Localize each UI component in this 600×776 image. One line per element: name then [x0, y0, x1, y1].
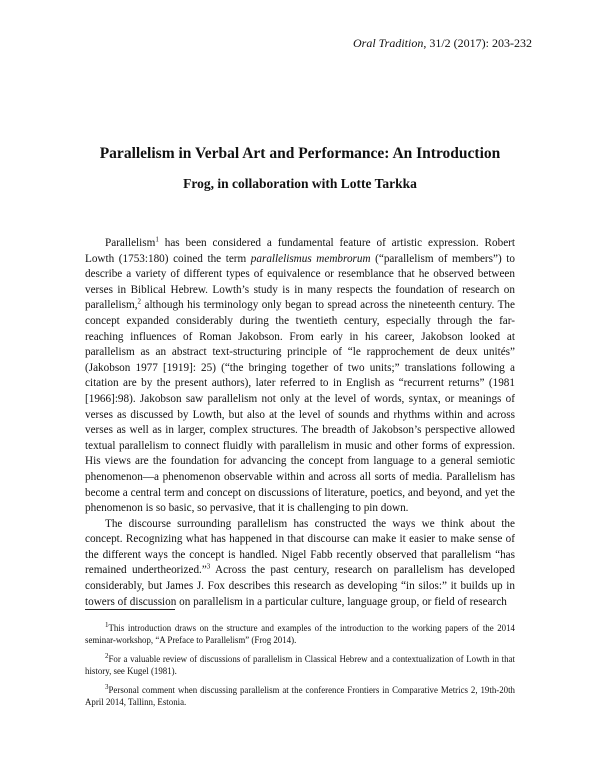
running-header — [353, 36, 532, 51]
footnote-number: 1 — [105, 621, 109, 630]
article-title: Parallelism in Verbal Art and Performance: An Introduction — [99, 145, 501, 162]
footnote-2 — [85, 653, 515, 677]
text-segment: has been considered a fundamental feature of artistic expression. Robert Lowth (1753:180) coined the term — [85, 237, 515, 265]
footnote-text: Personal comment when discussing parallelism at the conference Frontiers in Comparative Metrics 2, 19th-20th April 2014, Tallinn, Estonia. — [85, 685, 515, 707]
footnote-ref-1: 1 — [155, 235, 159, 244]
paragraph-1 — [85, 236, 515, 517]
footnote-ref-3: 3 — [206, 562, 211, 571]
latin-term: parallelismus membrorum — [250, 252, 371, 265]
paragraph-2 — [85, 517, 515, 611]
text-segment: although his terminology only began to spread across the nineteenth century. The concept expanded considerably during the twentieth century, especially through the far-reaching influences of Roman Jakobson. From early in his career, Jakobson looked at parallelism as an abstract text-structuring principle of “le rapprochement de deux unités” (Jakobson 1977 [1919]: 25) (“the bringing together of two units;” translations following a citation are by the present authors), later referred to in English as “recurrent returns” (1981 [1966]:98). Jakobson saw parallelism not only at the level of words, syntax, or meanings of verses as discussed by Lowth, but also at the level of sounds and rhythms within and across verses as well as in larger, complex structures. The breadth of Jakobson’s perspective allowed textual parallelism to connect fluidly with parallelism in music and other forms of expression. His views are the foundation for advancing the concept from language to a general semiotic phenomenon—a phenomenon observable within and across all sorts of media. Parallelism has become a central term and concept on discussions of literature, poetics, and beyond, and yet the phenomenon is so basic, so pervasive, that it is challenging to pin down. — [85, 299, 515, 515]
journal-issue: , 31/2 (2017): 203-232 — [423, 36, 532, 50]
text-segment: The discourse surrounding parallelism has constructed the ways we think about the concept. Recognizing what has happened in that discourse can make it easier to make sense of the different ways the concept is handled. Nigel Fabb recently observed that parallelism “has remained undertheorized.” — [85, 517, 515, 577]
footnote-text: This introduction draws on the structure and examples of the introduction to the working papers of the 2014 seminar-workshop, “A Preface to Parallelism” (Frog 2014). — [85, 623, 515, 645]
footnote-ref-2: 2 — [137, 297, 142, 306]
body-text — [85, 236, 515, 610]
journal-name: Oral Tradition — [352, 36, 424, 50]
footnotes — [85, 622, 515, 715]
footnote-1 — [85, 622, 515, 646]
text-segment: Across the past century, research on parallelism has developed considerably, but James J. Fox describes this research as developing “in silos:” it builds up in towers of discussion on parallelism in a particular culture, language group, or field of research — [85, 564, 515, 608]
footnote-separator — [85, 609, 175, 610]
footnote-text: For a valuable review of discussions of parallelism in Classical Hebrew and a contextualization of Lowth in that history, see Kugel (1981). — [85, 654, 515, 676]
footnote-number: 3 — [105, 683, 109, 692]
text-segment: Parallelism — [105, 237, 156, 249]
text-segment: (“parallelism of members”) to describe a variety of different types of equivalence or resemblance that he observed between verses in Biblical Hebrew. Lowth’s study is in many respects the foundation of research on parallelism, — [85, 252, 515, 312]
footnote-3 — [85, 684, 515, 708]
footnote-number: 2 — [105, 652, 109, 661]
article-authors: Frog, in collaboration with Lotte Tarkka — [183, 176, 417, 191]
